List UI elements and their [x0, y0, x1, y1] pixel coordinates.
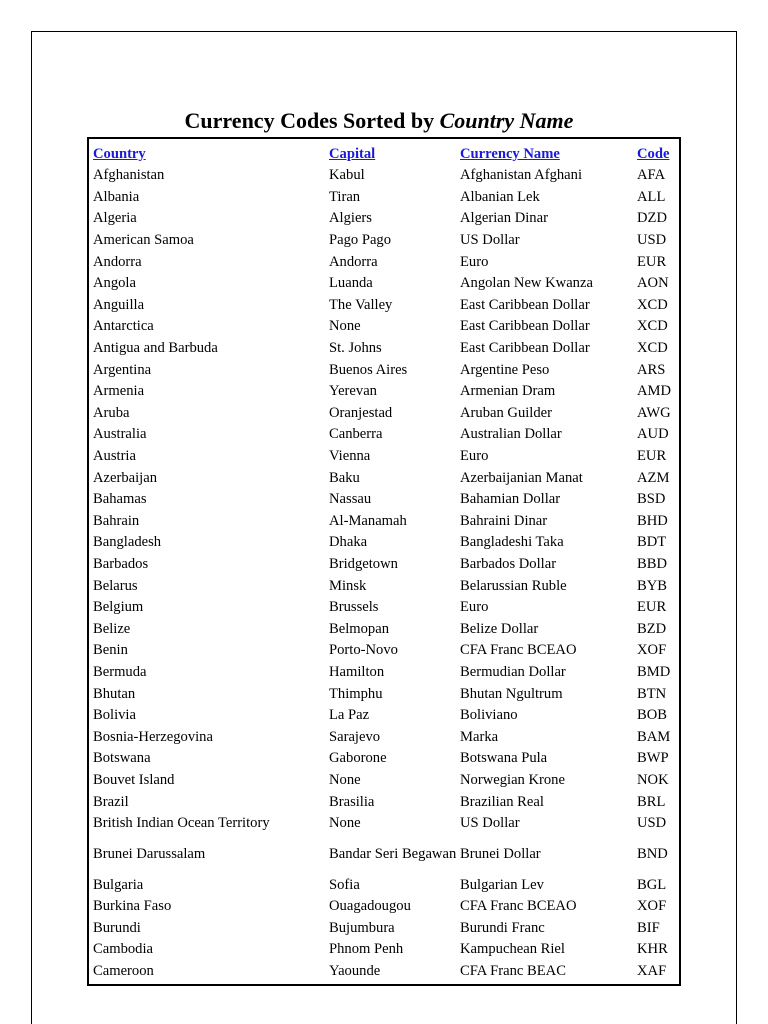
cell-capital: None: [329, 771, 361, 788]
cell-country: Belize: [93, 620, 131, 637]
cell-code: XCD: [637, 318, 668, 335]
cell-currency-name: Brazilian Real: [460, 793, 544, 810]
cell-country: Belgium: [93, 599, 144, 616]
cell-country: Argentina: [93, 361, 152, 378]
cell-capital: Phnom Penh: [329, 941, 404, 958]
table-row: [93, 939, 677, 961]
cell-currency-name: Barbados Dollar: [460, 555, 557, 572]
cell-currency-name: Afghanistan Afghani: [460, 167, 582, 184]
cell-code: BSD: [637, 491, 666, 508]
cell-currency-name: Euro: [460, 599, 489, 616]
cell-country: Bangladesh: [93, 534, 162, 551]
table-row: [93, 338, 677, 360]
cell-country: Anguilla: [93, 296, 145, 313]
table-header-row: [93, 144, 677, 165]
table-row: [93, 424, 677, 446]
cell-currency-name: Boliviano: [460, 707, 518, 724]
table-row: [93, 791, 677, 813]
table-row: [93, 316, 677, 338]
cell-capital: Belmopan: [329, 620, 389, 637]
cell-code: BHD: [637, 512, 668, 529]
cell-country: Burundi: [93, 919, 141, 936]
table-row: [93, 834, 677, 874]
sort-by-capital-link[interactable]: Capital: [329, 146, 376, 162]
cell-currency-name: Bermudian Dollar: [460, 663, 566, 680]
cell-country: Burkina Faso: [93, 898, 172, 915]
cell-currency-name: CFA Franc BCEAO: [460, 898, 577, 915]
table-row: [93, 961, 677, 983]
table-row: [93, 381, 677, 403]
cell-country: Antarctica: [93, 318, 154, 335]
cell-code: BND: [637, 845, 668, 862]
table-row: [93, 874, 677, 896]
cell-country: Brunei Darussalam: [93, 845, 206, 862]
cell-capital: Tiran: [329, 188, 361, 205]
cell-code: BAM: [637, 728, 671, 745]
cell-country: Algeria: [93, 210, 137, 227]
cell-capital: Porto-Novo: [329, 642, 398, 659]
header-currency: [460, 144, 637, 165]
cell-currency-name: Azerbaijanian Manat: [460, 469, 583, 486]
cell-capital: Nassau: [329, 491, 372, 508]
cell-country: Bahamas: [93, 491, 147, 508]
table-row: [93, 640, 677, 662]
cell-currency-name: Euro: [460, 448, 489, 465]
cell-country: Belarus: [93, 577, 138, 594]
cell-capital: Vienna: [329, 448, 371, 465]
cell-capital: Yerevan: [329, 383, 377, 400]
cell-country: Aruba: [93, 404, 130, 421]
cell-code: XAF: [637, 963, 667, 980]
cell-capital: Andorra: [329, 253, 378, 270]
cell-country: Bolivia: [93, 707, 136, 724]
cell-capital: None: [329, 318, 361, 335]
sort-by-currency-link[interactable]: Currency Name: [460, 146, 560, 162]
cell-code: ARS: [637, 361, 666, 378]
cell-capital: Yaounde: [329, 963, 381, 980]
cell-country: Bouvet Island: [93, 771, 175, 788]
cell-currency-name: Australian Dollar: [460, 426, 562, 443]
cell-currency-name: Algerian Dinar: [460, 210, 548, 227]
cell-capital: Sofia: [329, 876, 360, 893]
table-row: [93, 896, 677, 918]
cell-code: BGL: [637, 876, 667, 893]
table-row: [93, 467, 677, 489]
cell-code: XOF: [637, 898, 667, 915]
table-row: [93, 511, 677, 533]
cell-currency-name: Norwegian Krone: [460, 771, 565, 788]
table-row: [93, 618, 677, 640]
cell-code: AON: [637, 275, 669, 292]
cell-code: BBD: [637, 555, 668, 572]
header-country: [93, 144, 329, 165]
cell-country: Cambodia: [93, 941, 153, 958]
table-row: [93, 748, 677, 770]
cell-currency-name: Argentine Peso: [460, 361, 550, 378]
table-row: [93, 662, 677, 684]
table-row: [93, 918, 677, 940]
cell-code: BWP: [637, 750, 669, 767]
table-row: [93, 532, 677, 554]
cell-currency-name: CFA Franc BCEAO: [460, 642, 577, 659]
cell-capital: Kabul: [329, 167, 365, 184]
cell-code: AMD: [637, 383, 672, 400]
table-row: [93, 813, 677, 835]
cell-capital: Bandar Seri Begawan: [329, 845, 457, 862]
table-row: [93, 726, 677, 748]
table-row: [93, 597, 677, 619]
cell-capital: Luanda: [329, 275, 373, 292]
cell-capital: St. Johns: [329, 340, 382, 357]
table-row: [93, 554, 677, 576]
cell-currency-name: Brunei Dollar: [460, 845, 541, 862]
cell-capital: Buenos Aires: [329, 361, 408, 378]
sort-by-code-link[interactable]: Code: [637, 146, 670, 162]
cell-code: NOK: [637, 771, 669, 788]
cell-capital: Bridgetown: [329, 555, 398, 572]
cell-currency-name: Belize Dollar: [460, 620, 539, 637]
cell-currency-name: US Dollar: [460, 815, 520, 832]
cell-currency-name: Euro: [460, 253, 489, 270]
table-row: [93, 295, 677, 317]
cell-country: Albania: [93, 188, 140, 205]
cell-code: USD: [637, 815, 667, 832]
cell-code: XCD: [637, 296, 668, 313]
cell-currency-name: Bulgarian Lev: [460, 876, 544, 893]
cell-capital: Brussels: [329, 599, 379, 616]
cell-currency-name: Bahraini Dinar: [460, 512, 548, 529]
cell-code: DZD: [637, 210, 667, 227]
cell-code: AFA: [637, 167, 666, 184]
cell-country: Bahrain: [93, 512, 140, 529]
cell-capital: Pago Pago: [329, 232, 392, 249]
cell-capital: Ouagadougou: [329, 898, 411, 915]
cell-capital: Hamilton: [329, 663, 385, 680]
cell-currency-name: East Caribbean Dollar: [460, 318, 590, 335]
table-row: [93, 705, 677, 727]
table-row: [93, 770, 677, 792]
cell-code: EUR: [637, 253, 667, 270]
cell-code: ALL: [637, 188, 666, 205]
cell-country: Armenia: [93, 383, 145, 400]
cell-currency-name: US Dollar: [460, 232, 520, 249]
cell-code: BTN: [637, 685, 667, 702]
cell-code: AUD: [637, 426, 669, 443]
cell-capital: La Paz: [329, 707, 370, 724]
cell-code: EUR: [637, 448, 667, 465]
cell-code: AZM: [637, 469, 670, 486]
cell-country: Bosnia-Herzegovina: [93, 728, 213, 745]
table-row: [93, 446, 677, 468]
cell-capital: Minsk: [329, 577, 367, 594]
cell-currency-name: Belarussian Ruble: [460, 577, 567, 594]
table-row: [93, 187, 677, 209]
sort-by-country-link[interactable]: Country: [93, 146, 146, 162]
cell-capital: Bujumbura: [329, 919, 395, 936]
cell-capital: Algiers: [329, 210, 372, 227]
page-title: [0, 107, 758, 135]
cell-code: BMD: [637, 663, 671, 680]
cell-capital: Gaborone: [329, 750, 387, 767]
cell-currency-name: Angolan New Kwanza: [460, 275, 593, 292]
cell-country: British Indian Ocean Territory: [93, 815, 270, 832]
cell-country: Afghanistan: [93, 167, 165, 184]
cell-country: Australia: [93, 426, 147, 443]
cell-code: BRL: [637, 793, 666, 810]
cell-capital: Thimphu: [329, 685, 383, 702]
table-row: [93, 403, 677, 425]
cell-currency-name: Marka: [460, 728, 499, 745]
cell-currency-name: Botswana Pula: [460, 750, 548, 767]
table-body: [93, 165, 677, 982]
cell-country: Bermuda: [93, 663, 147, 680]
cell-country: Bulgaria: [93, 876, 144, 893]
cell-capital: Oranjestad: [329, 404, 393, 421]
cell-country: Bhutan: [93, 685, 136, 702]
cell-capital: None: [329, 815, 361, 832]
table-row: [93, 359, 677, 381]
cell-currency-name: Armenian Dram: [460, 383, 556, 400]
table-row: [93, 251, 677, 273]
cell-currency-name: Burundi Franc: [460, 919, 545, 936]
cell-country: Antigua and Barbuda: [93, 340, 218, 357]
header-code: [637, 144, 677, 165]
cell-code: BDT: [637, 534, 667, 551]
cell-currency-name: East Caribbean Dollar: [460, 296, 590, 313]
table-row: [93, 683, 677, 705]
cell-country: Benin: [93, 642, 128, 659]
cell-currency-name: Albanian Lek: [460, 188, 540, 205]
cell-country: Cameroon: [93, 963, 154, 980]
table-row: [93, 208, 677, 230]
cell-code: BIF: [637, 919, 660, 936]
cell-country: Azerbaijan: [93, 469, 158, 486]
title-emphasis: Country Name: [439, 107, 574, 133]
cell-code: XOF: [637, 642, 667, 659]
cell-country: Austria: [93, 448, 136, 465]
cell-currency-name: Bangladeshi Taka: [460, 534, 564, 551]
cell-code: XCD: [637, 340, 668, 357]
cell-country: Brazil: [93, 793, 129, 810]
cell-code: BOB: [637, 707, 668, 724]
table-row: [93, 575, 677, 597]
cell-capital: Baku: [329, 469, 360, 486]
currency-table-container: [87, 137, 681, 986]
cell-capital: Dhaka: [329, 534, 368, 551]
currency-table: [93, 144, 677, 982]
cell-country: Barbados: [93, 555, 149, 572]
cell-code: EUR: [637, 599, 667, 616]
cell-country: American Samoa: [93, 232, 194, 249]
table-row: [93, 165, 677, 187]
cell-code: USD: [637, 232, 667, 249]
cell-capital: Brasilia: [329, 793, 375, 810]
cell-capital: Canberra: [329, 426, 383, 443]
cell-currency-name: CFA Franc BEAC: [460, 963, 566, 980]
cell-currency-name: Bhutan Ngultrum: [460, 685, 563, 702]
table-row: [93, 489, 677, 511]
cell-country: Angola: [93, 275, 136, 292]
cell-country: Andorra: [93, 253, 142, 270]
cell-currency-name: Bahamian Dollar: [460, 491, 561, 508]
header-capital: [329, 144, 460, 165]
cell-code: AWG: [637, 404, 671, 421]
table-row: [93, 273, 677, 295]
table-row: [93, 230, 677, 252]
title-prefix: Currency Codes Sorted by: [184, 107, 435, 133]
cell-currency-name: East Caribbean Dollar: [460, 340, 590, 357]
cell-code: BZD: [637, 620, 667, 637]
cell-currency-name: Aruban Guilder: [460, 404, 552, 421]
cell-code: KHR: [637, 941, 668, 958]
cell-capital: Al-Manamah: [329, 512, 407, 529]
cell-capital: The Valley: [329, 296, 393, 313]
cell-code: BYB: [637, 577, 668, 594]
cell-country: Botswana: [93, 750, 151, 767]
cell-currency-name: Kampuchean Riel: [460, 941, 565, 958]
cell-capital: Sarajevo: [329, 728, 381, 745]
